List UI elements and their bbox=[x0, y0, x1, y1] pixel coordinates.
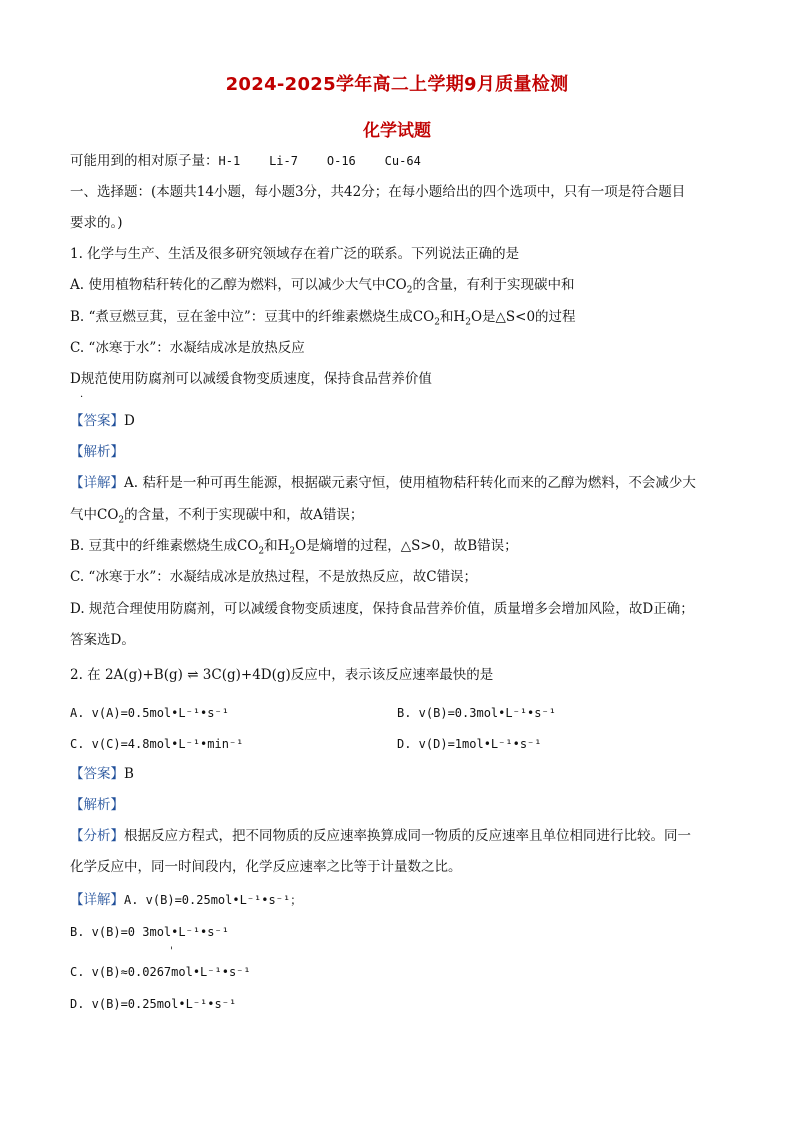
q1-detail-a-2-sub: 2 bbox=[118, 515, 125, 526]
q1-detail-a-2-tail: 的含量，不利于实现碳中和，故A错误； bbox=[124, 507, 364, 523]
q2-option-a: A. v(A)=0.5mol•L⁻¹•s⁻¹ bbox=[70, 706, 229, 720]
q2-fenxi-2: 化学反应中，同一时间段内，化学反应速率之比等于计量数之比。 bbox=[70, 859, 462, 875]
fenxi-tag: 【分析】 bbox=[70, 828, 124, 844]
q2-option-b: B. v(B)=0.3mol•L⁻¹•s⁻¹ bbox=[397, 706, 556, 720]
q1-option-c: C. “冰寒于水”：水凝结成冰是放热反应 bbox=[70, 340, 305, 356]
stray-mark: · bbox=[80, 392, 84, 403]
q2-stem-tail: 3C(g)+4D(g)反应中，表示该反应速率最快的是 bbox=[202, 667, 494, 683]
stray-mark: ' bbox=[170, 946, 173, 957]
q2-answer bbox=[70, 765, 730, 783]
q1-detail-a-2-text: 气中CO bbox=[70, 507, 119, 523]
q1-stem: 1. 化学与生产、生活及很多研究领域存在着广泛的联系。下列说法正确的是 bbox=[70, 246, 520, 262]
q1-option-a bbox=[70, 276, 730, 294]
detail-tag: 【详解】 bbox=[70, 892, 124, 908]
section1-instructions-1: 一、选择题：(本题共14小题，每小题3分，共42分；在每小题给出的四个选项中，只有一项是符合题目 bbox=[70, 184, 686, 200]
q1-detail-b-sub1: 2 bbox=[258, 546, 265, 557]
q1-detail-a-2 bbox=[70, 506, 730, 524]
q1-answer-value: D bbox=[124, 413, 135, 429]
q2-option-c: C. v(C)=4.8mol•L⁻¹•min⁻¹ bbox=[70, 737, 244, 751]
q1-option-b bbox=[70, 308, 730, 326]
detail-tag: 【详解】 bbox=[70, 475, 124, 491]
q2-analysis-tag bbox=[70, 796, 730, 814]
answer-tag: 【答案】 bbox=[70, 413, 124, 429]
q1-option-a-sub: 2 bbox=[406, 285, 413, 296]
exam-subtitle: 化学试题 bbox=[363, 121, 431, 141]
q1-option-b-text: B. “煮豆燃豆萁，豆在釜中泣”：豆萁中的纤维素燃烧生成CO bbox=[70, 309, 435, 325]
q1-option-b-sub1: 2 bbox=[434, 317, 440, 328]
answer-tag: 【答案】 bbox=[70, 766, 124, 782]
analysis-tag: 【解析】 bbox=[70, 797, 124, 813]
q1-conclusion: 答案选D。 bbox=[70, 632, 135, 648]
q2-fenxi-1-text: 根据反应方程式，把不同物质的反应速率换算成同一物质的反应速率且单位相同进行比较。同一 bbox=[124, 828, 691, 844]
q2-stem-text: 2. 在 2A(g)+B(g) bbox=[70, 667, 183, 683]
q2-detail-a-text: A. v(B)=0.25mol•L⁻¹•s⁻¹； bbox=[124, 893, 303, 907]
q2-answer-value: B bbox=[124, 766, 134, 782]
q1-answer bbox=[70, 412, 730, 430]
atomic-masses-label: 可能用到的相对原子量： bbox=[70, 153, 219, 169]
q2-option-d: D. v(D)=1mol•L⁻¹•s⁻¹ bbox=[397, 737, 542, 751]
q1-option-a-text: A. 使用植物秸秆转化的乙醇为燃料，可以减少大气中CO bbox=[70, 277, 407, 293]
q1-detail-b-text: B. 豆萁中的纤维素燃烧生成CO bbox=[70, 538, 259, 554]
q1-analysis-tag bbox=[70, 443, 730, 461]
q2-stem bbox=[70, 666, 730, 684]
q1-detail-b-sub2: 2 bbox=[289, 546, 296, 557]
q1-detail-b-mid: 和H bbox=[264, 538, 290, 554]
q1-detail-a-1-text: A. 秸秆是一种可再生能源，根据碳元素守恒，使用植物秸秆转化而来的乙醇为燃料，不会减少大 bbox=[124, 475, 696, 491]
atomic-masses-values: H-1 Li-7 O-16 Cu-64 bbox=[218, 154, 421, 168]
q1-detail-b-tail: O是熵增的过程，△S>0，故B错误； bbox=[295, 538, 518, 554]
q2-fenxi-1 bbox=[70, 827, 730, 845]
q1-option-a-tail: 的含量，有利于实现碳中和 bbox=[412, 277, 575, 293]
q1-detail-b bbox=[70, 537, 730, 555]
atomic-masses-line bbox=[70, 152, 730, 170]
q2-detail-c: C. v(B)≈0.0267mol•L⁻¹•s⁻¹ bbox=[70, 965, 251, 979]
q2-detail-a bbox=[70, 891, 730, 909]
q1-detail-a-1 bbox=[70, 474, 730, 492]
q1-detail-c: C. “冰寒于水”：水凝结成冰是放热过程，不是放热反应，故C错误； bbox=[70, 569, 478, 585]
section1-instructions-2: 要求的。) bbox=[70, 215, 123, 231]
equilibrium-arrow-icon: ⇌ bbox=[187, 667, 199, 683]
q1-option-b-sub2: 2 bbox=[465, 317, 471, 328]
q1-option-d: D规范使用防腐剂可以减缓食物变质速度，保持食品营养价值 bbox=[70, 371, 432, 387]
q2-detail-b: B. v(B)=0 3mol•L⁻¹•s⁻¹ bbox=[70, 925, 229, 939]
q1-option-b-mid: 和H bbox=[439, 309, 466, 325]
exam-title: 2024-2025学年高二上学期9月质量检测 bbox=[225, 74, 569, 95]
analysis-tag: 【解析】 bbox=[70, 444, 124, 460]
q1-option-b-tail: O是△S<0的过程 bbox=[470, 309, 576, 325]
q2-detail-d: D. v(B)=0.25mol•L⁻¹•s⁻¹ bbox=[70, 997, 237, 1011]
q1-detail-d: D. 规范合理使用防腐剂，可以减缓食物变质速度，保持食品营养价值，质量增多会增加风险，故D正确； bbox=[70, 601, 694, 617]
